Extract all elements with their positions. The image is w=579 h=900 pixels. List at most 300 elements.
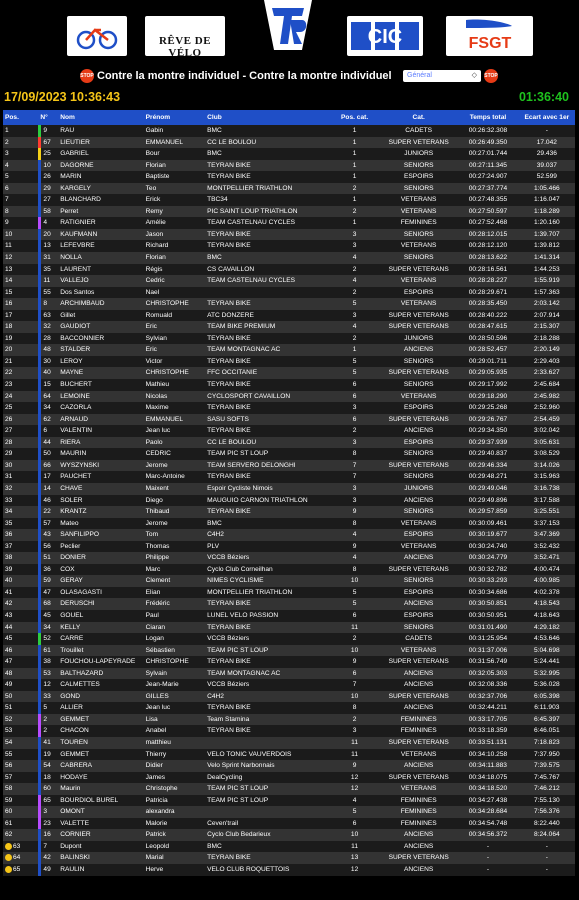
cell-cat-text: VETERANS (400, 196, 437, 204)
cell-cat (380, 460, 457, 472)
cell-temps (457, 402, 518, 414)
cell-bib (38, 841, 58, 853)
table-row[interactable] (3, 402, 575, 414)
table-row[interactable] (3, 321, 575, 333)
col-temps: Temps total (457, 110, 518, 125)
cell-nom (58, 645, 143, 657)
cell-pos-text: 3 (5, 150, 9, 158)
cell-temps (457, 460, 518, 472)
cell-cat (380, 125, 457, 137)
category-color-bar (38, 137, 41, 149)
table-row[interactable] (3, 841, 575, 853)
cell-prenom (144, 240, 205, 252)
cell-pos (3, 471, 38, 483)
cell-prenom-text: Maixent (145, 484, 169, 492)
cell-cat (380, 575, 457, 587)
cell-prenom-text: Victor (145, 357, 163, 365)
stop-button[interactable]: STOP (80, 69, 94, 83)
cell-club (205, 379, 329, 391)
cell-club (205, 240, 329, 252)
cell-nom-text: CABRERA (60, 762, 93, 770)
category-color-bar (38, 795, 41, 807)
cell-club (205, 483, 329, 495)
cell-nom (58, 217, 143, 229)
table-row[interactable] (3, 356, 575, 368)
chevron-down-icon: ◇ (471, 72, 477, 79)
table-row[interactable] (3, 125, 575, 137)
table-row[interactable] (3, 148, 575, 160)
cell-temps (457, 264, 518, 276)
cell-bib (38, 714, 58, 726)
table-row[interactable] (3, 529, 575, 541)
table-row[interactable] (3, 598, 575, 610)
cell-club-text: PLV (207, 542, 220, 550)
table-row[interactable] (3, 391, 575, 403)
cell-bib-text: 17 (43, 473, 51, 481)
cell-club (205, 217, 329, 229)
cell-temps (457, 668, 518, 680)
table-row[interactable] (3, 749, 575, 761)
cell-bib-text: 30 (43, 357, 51, 365)
cell-bib (38, 829, 58, 841)
table-row[interactable] (3, 194, 575, 206)
table-row[interactable] (3, 160, 575, 172)
cell-cat-text: SUPER VETERANS (388, 369, 449, 377)
cell-pos-text: 64 (13, 854, 21, 862)
cell-club-text: MAUGUIO CARNON TRIATHLON (207, 496, 308, 504)
cell-ecart (519, 460, 575, 472)
cell-pos-cat-text: 3 (352, 727, 357, 735)
cell-prenom-text: Ciaran (145, 623, 166, 631)
cell-nom (58, 298, 143, 310)
cell-ecart (519, 333, 575, 345)
cell-prenom (144, 668, 205, 680)
cell-cat (380, 737, 457, 749)
cell-pos-cat-text: 4 (352, 277, 357, 285)
table-row[interactable] (3, 760, 575, 772)
table-row[interactable] (3, 783, 575, 795)
cell-cat-text: SENIORS (403, 381, 434, 389)
cell-pos (3, 737, 38, 749)
category-color-bar (38, 645, 41, 657)
table-row[interactable] (3, 610, 575, 622)
table-row[interactable] (3, 240, 575, 252)
cell-pos-cat (329, 564, 380, 576)
cell-cat (380, 783, 457, 795)
table-row[interactable] (3, 287, 575, 299)
cell-prenom (144, 448, 205, 460)
cell-ecart (519, 645, 575, 657)
table-row[interactable] (3, 852, 575, 864)
cell-nom-text: Mateo (60, 519, 79, 527)
cell-temps (457, 622, 518, 634)
table-row[interactable] (3, 622, 575, 634)
cell-pos-text: 13 (5, 265, 13, 273)
cell-temps (457, 864, 518, 876)
cell-club (205, 402, 329, 414)
table-row[interactable] (3, 552, 575, 564)
table-row[interactable] (3, 725, 575, 737)
category-color-bar (38, 333, 41, 345)
cell-nom (58, 598, 143, 610)
table-row[interactable] (3, 506, 575, 518)
cell-prenom-text: Jean-Marie (145, 681, 179, 689)
cell-club-text: TEYRAN BIKE (207, 427, 251, 435)
cell-ecart (519, 217, 575, 229)
cell-ecart-text: 8:24.064 (534, 831, 560, 839)
cell-bib-text: 27 (43, 196, 51, 204)
table-row[interactable] (3, 217, 575, 229)
cell-cat-text: VETERANS (400, 277, 437, 285)
cell-temps (457, 552, 518, 564)
cell-pos (3, 783, 38, 795)
cell-pos-cat-text: 6 (352, 819, 357, 827)
cell-bib-text: 23 (43, 819, 51, 827)
table-row[interactable] (3, 772, 575, 784)
category-color-bar (38, 448, 41, 460)
cell-temps-text: 00:29:17.992 (468, 381, 508, 389)
cell-bib (38, 333, 58, 345)
cell-pos-text: 26 (5, 415, 13, 423)
table-row[interactable] (3, 414, 575, 426)
table-row[interactable] (3, 575, 575, 587)
cell-nom-text: BALINSKI (60, 854, 90, 862)
table-row[interactable] (3, 137, 575, 149)
table-row[interactable] (3, 483, 575, 495)
cell-pos-cat (329, 702, 380, 714)
table-row[interactable] (3, 275, 575, 287)
table-row[interactable] (3, 298, 575, 310)
table-row[interactable] (3, 587, 575, 599)
table-row[interactable] (3, 564, 575, 576)
table-row[interactable] (3, 818, 575, 830)
cell-pos (3, 806, 38, 818)
cell-nom (58, 679, 143, 691)
table-row[interactable] (3, 229, 575, 241)
cell-nom (58, 841, 143, 853)
cell-club-text: BMC (207, 254, 222, 262)
category-color-bar (38, 714, 41, 726)
cell-temps-text: - (486, 854, 490, 862)
cell-pos-text: 54 (5, 738, 13, 746)
cell-prenom-text: Jerome (145, 519, 168, 527)
stop-button-right[interactable]: STOP (484, 69, 498, 83)
cell-club (205, 252, 329, 264)
cell-nom-text: LAURENT (60, 265, 91, 273)
cell-pos-text: 47 (5, 658, 13, 666)
cic-logo (347, 16, 423, 56)
cell-temps-text: 00:27:52.468 (468, 219, 508, 227)
cell-ecart-text: 39.037 (536, 161, 557, 169)
cell-nom (58, 344, 143, 356)
cell-ecart (519, 379, 575, 391)
cell-cat (380, 240, 457, 252)
cell-pos-cat-text: 12 (350, 866, 359, 873)
table-row[interactable] (3, 206, 575, 218)
table-row[interactable] (3, 702, 575, 714)
cell-temps-text: 00:27:11.345 (468, 161, 507, 169)
cell-temps (457, 714, 518, 726)
cell-ecart-text: 4:18.543 (534, 600, 560, 608)
cell-pos-cat (329, 160, 380, 172)
cell-pos-cat-text: 6 (352, 669, 357, 677)
cell-pos-cat (329, 137, 380, 149)
cell-pos (3, 610, 38, 622)
cell-ecart-text: 5:36.028 (534, 681, 560, 689)
cell-cat (380, 587, 457, 599)
category-color-bar (38, 275, 41, 287)
cell-cat (380, 645, 457, 657)
table-row[interactable] (3, 448, 575, 460)
cell-pos-cat-text: 6 (352, 611, 357, 619)
table-row[interactable] (3, 691, 575, 703)
table-row[interactable] (3, 679, 575, 691)
cell-nom (58, 575, 143, 587)
cell-bib-text: 58 (43, 207, 51, 215)
cell-temps-text: 00:29:40.837 (468, 450, 508, 458)
cell-ecart-text: 1:39.707 (534, 230, 560, 238)
cell-club (205, 564, 329, 576)
cell-club (205, 541, 329, 553)
cell-pos-text: 27 (5, 427, 13, 435)
cell-cat-text: ESPOIRS (404, 288, 434, 296)
cell-nom-text: OMONT (60, 808, 85, 816)
cell-bib-text: 35 (43, 265, 51, 273)
category-color-bar (38, 806, 41, 818)
cell-nom-text: CHAVE (60, 484, 83, 492)
cell-temps-text: 00:27:01.744 (468, 150, 508, 158)
cell-prenom-text: Anabel (145, 727, 167, 735)
table-row[interactable] (3, 171, 575, 183)
cell-pos-cat (329, 333, 380, 345)
table-row[interactable] (3, 183, 575, 195)
cell-cat-text: FEMININES (400, 715, 437, 723)
table-row[interactable] (3, 737, 575, 749)
cell-pos-cat-text: 5 (352, 369, 357, 377)
cell-nom-text: KAUFMANN (60, 230, 98, 238)
cell-cat-text: CADETS (405, 127, 433, 134)
cell-ecart-text: 3:52.432 (534, 542, 560, 550)
cell-prenom-text: EMMANUEL (145, 138, 183, 146)
cell-prenom-text: CHRISTOPHE (145, 369, 189, 377)
table-row[interactable] (3, 344, 575, 356)
cell-pos-cat-text: 4 (352, 531, 357, 539)
cell-pos-cat-text: 7 (352, 681, 357, 689)
cell-cat (380, 321, 457, 333)
svg-text:CIC: CIC (367, 26, 403, 48)
cell-cat (380, 818, 457, 830)
table-row[interactable] (3, 864, 575, 876)
cell-ecart (519, 171, 575, 183)
cell-bib-text: 45 (43, 611, 51, 619)
table-row[interactable] (3, 437, 575, 449)
cell-nom-text: DAGORNE (60, 161, 94, 169)
cell-club-text: TEYRAN BIKE (207, 242, 251, 250)
cell-club (205, 298, 329, 310)
cell-pos-cat (329, 541, 380, 553)
cell-ecart-text: - (545, 842, 548, 850)
cell-nom (58, 391, 143, 403)
cell-prenom (144, 610, 205, 622)
cell-bib (38, 587, 58, 599)
cell-pos-text: 19 (5, 334, 13, 342)
table-row[interactable] (3, 471, 575, 483)
table-row[interactable] (3, 264, 575, 276)
table-row[interactable] (3, 425, 575, 437)
cell-cat (380, 379, 457, 391)
cell-temps (457, 575, 518, 587)
category-color-bar (38, 194, 41, 206)
category-color-bar (38, 725, 41, 737)
cell-temps-text: 00:29:18.290 (468, 392, 508, 400)
cell-bib-text: 60 (43, 785, 51, 793)
cell-pos-cat-text: 9 (352, 542, 357, 550)
cell-club (205, 448, 329, 460)
cell-nom (58, 518, 143, 530)
cell-pos (3, 529, 38, 541)
cell-bib-text: 15 (43, 381, 51, 389)
cell-bib (38, 483, 58, 495)
cell-prenom-text: Christophe (145, 785, 178, 793)
cell-bib (38, 552, 58, 564)
cell-temps (457, 240, 518, 252)
category-color-bar (38, 425, 41, 437)
category-filter-select[interactable] (403, 70, 481, 82)
cell-bib-text: 4 (43, 219, 48, 227)
cell-cat-text: ANCIENS (404, 681, 434, 689)
cell-temps-text: 00:32:05.303 (468, 669, 508, 677)
cell-pos (3, 852, 38, 864)
category-color-bar (38, 633, 41, 645)
table-row[interactable] (3, 333, 575, 345)
cell-ecart-text: 1:39.812 (534, 242, 560, 250)
cell-pos-cat (329, 610, 380, 622)
table-row[interactable] (3, 379, 575, 391)
table-row[interactable] (3, 541, 575, 553)
cell-club (205, 229, 329, 241)
cell-prenom (144, 148, 205, 160)
cell-pos-cat (329, 518, 380, 530)
table-row[interactable] (3, 656, 575, 668)
table-row[interactable] (3, 829, 575, 841)
table-row[interactable] (3, 460, 575, 472)
cell-club-text: LUNEL VELO PASSION (207, 611, 279, 619)
table-row[interactable] (3, 633, 575, 645)
cell-prenom-text: Logan (145, 635, 164, 643)
cell-ecart (519, 287, 575, 299)
cell-club-text: TEYRAN BIKE (207, 334, 251, 342)
cell-cat (380, 852, 457, 864)
reve-de-velo-logo: RÊVE DE VÉLO (145, 16, 225, 56)
cell-bib-text: 34 (43, 623, 51, 631)
category-color-bar (38, 518, 41, 530)
cell-cat (380, 679, 457, 691)
cell-ecart-text: 3:52.471 (534, 554, 560, 562)
cell-ecart (519, 414, 575, 426)
cell-cat (380, 702, 457, 714)
cell-club (205, 264, 329, 276)
cell-pos (3, 240, 38, 252)
cell-club (205, 414, 329, 426)
cell-prenom (144, 829, 205, 841)
table-header-row (3, 110, 575, 125)
cell-club (205, 160, 329, 172)
table-row[interactable] (3, 714, 575, 726)
cell-cat (380, 864, 457, 876)
cell-temps-text: 00:28:28.227 (468, 277, 508, 285)
table-row[interactable] (3, 495, 575, 507)
cell-cat-text: SENIORS (403, 450, 434, 458)
cell-bib (38, 425, 58, 437)
cell-pos-cat-text: 11 (351, 623, 359, 631)
cell-prenom-text: Nael (145, 288, 160, 296)
cell-prenom-text: Herve (145, 866, 164, 873)
cell-temps-text: 00:30:24.779 (468, 554, 508, 562)
cell-ecart (519, 310, 575, 322)
cell-cat-text: ESPOIRS (404, 611, 434, 619)
cell-prenom (144, 298, 205, 310)
svg-text:FSGT: FSGT (468, 35, 512, 52)
cell-pos-cat-text: 9 (352, 658, 357, 666)
cell-nom-text: GAUDIOT (60, 323, 91, 331)
cell-temps-text: 00:29:05.935 (468, 369, 508, 377)
race-date-time: 17/09/2023 10:36:43 (4, 90, 121, 104)
cell-pos-cat-text: 2 (352, 334, 357, 342)
cell-club-text: Velo Sprint Narbonnais (207, 762, 275, 770)
medal-icon (5, 866, 12, 873)
table-row[interactable] (3, 806, 575, 818)
cell-prenom (144, 622, 205, 634)
cell-temps (457, 379, 518, 391)
cell-prenom-text: Régis (145, 265, 163, 273)
cell-cat (380, 564, 457, 576)
table-row[interactable] (3, 310, 575, 322)
cell-ecart (519, 437, 575, 449)
cell-pos (3, 206, 38, 218)
cell-club (205, 818, 329, 830)
cell-ecart-text: 2:03.142 (534, 300, 560, 308)
table-row[interactable] (3, 668, 575, 680)
cell-temps (457, 691, 518, 703)
category-color-bar (38, 240, 41, 252)
cell-pos-text: 62 (5, 831, 13, 839)
cell-temps (457, 852, 518, 864)
table-row[interactable] (3, 367, 575, 379)
category-color-bar (38, 229, 41, 241)
cell-prenom-text: Amélie (145, 219, 166, 227)
cell-prenom-text: Leopold (145, 842, 170, 850)
category-color-bar (38, 171, 41, 183)
cell-temps-text: 00:31:01.490 (468, 623, 508, 631)
cell-prenom (144, 495, 205, 507)
cell-ecart-text: 1:16.047 (534, 196, 560, 204)
cell-cat-text: ANCIENS (404, 831, 434, 839)
cell-pos-text: 52 (5, 715, 13, 723)
cell-nom-text: PAUCHET (60, 473, 92, 481)
cell-cat (380, 194, 457, 206)
table-row[interactable] (3, 645, 575, 657)
table-row[interactable] (3, 518, 575, 530)
category-color-bar (38, 379, 41, 391)
cell-cat-text: ANCIENS (404, 554, 434, 562)
table-row[interactable] (3, 795, 575, 807)
cell-nom-text: GEMMET (60, 750, 90, 758)
cell-ecart (519, 702, 575, 714)
cell-pos (3, 829, 38, 841)
cell-nom-text: HODAYE (60, 773, 88, 781)
cell-prenom (144, 529, 205, 541)
table-row[interactable] (3, 252, 575, 264)
